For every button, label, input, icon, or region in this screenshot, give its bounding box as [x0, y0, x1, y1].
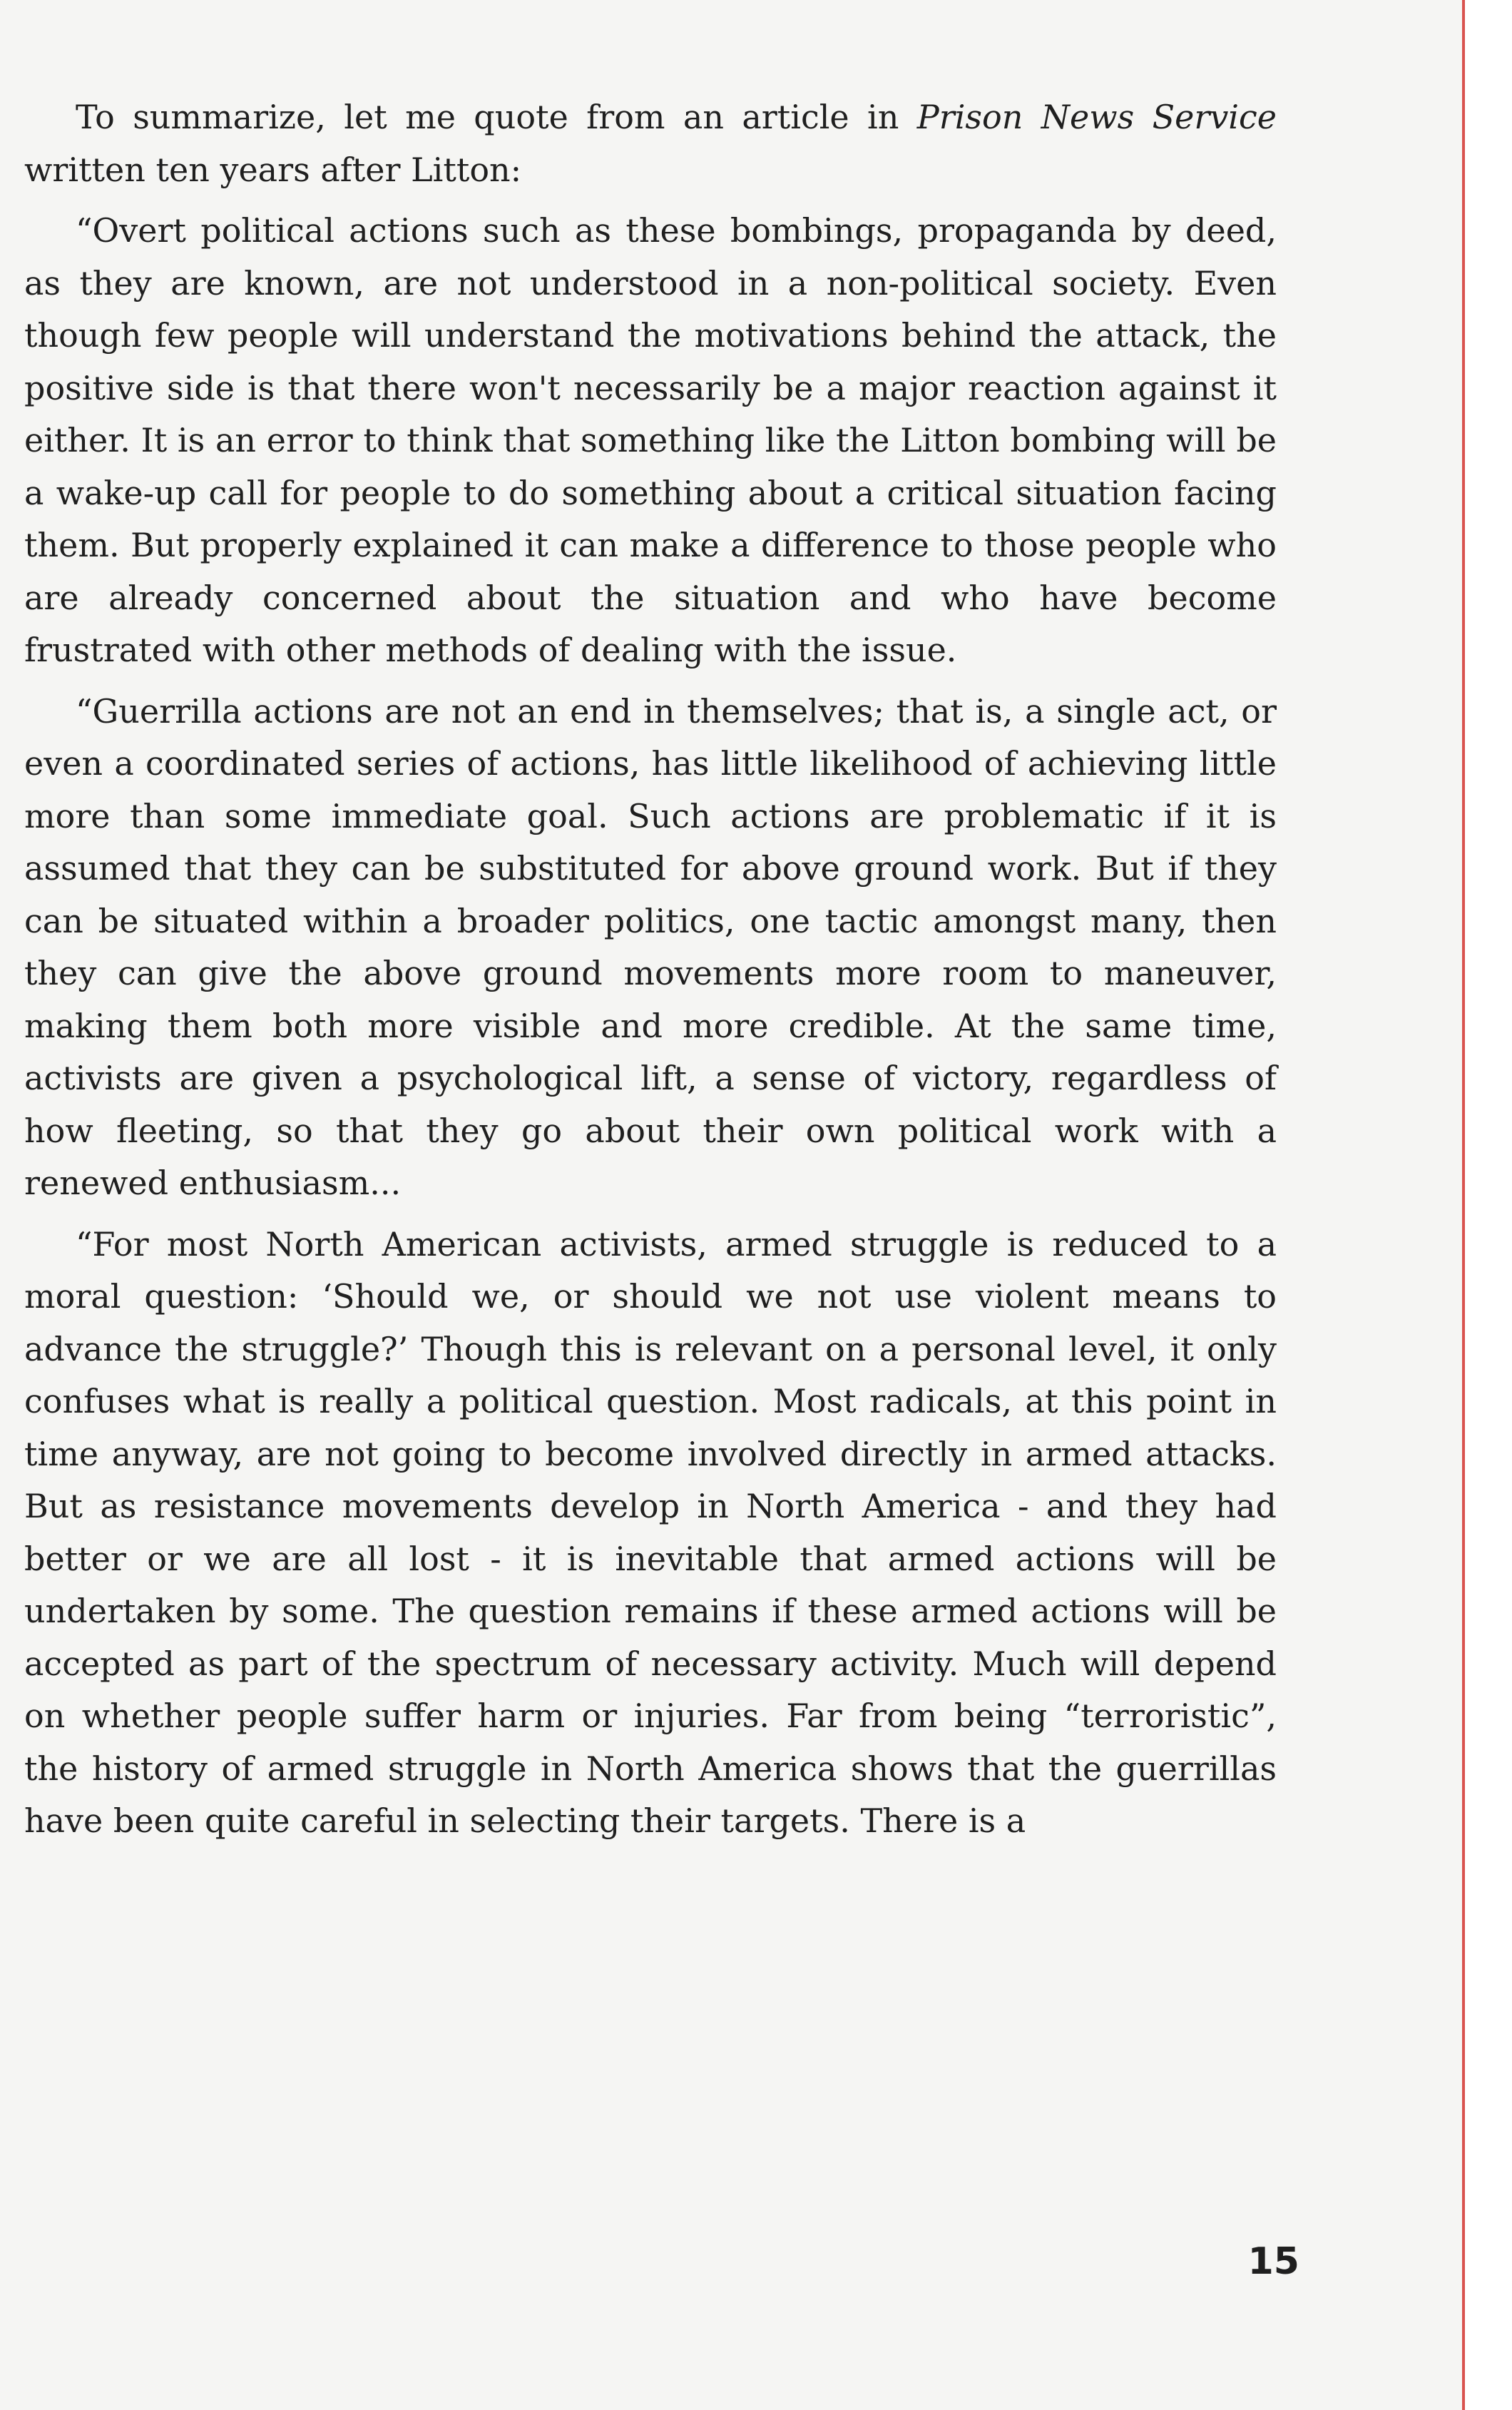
paragraph	[24, 1219, 1277, 1848]
body-text	[24, 91, 1277, 1856]
paragraph	[24, 91, 1277, 196]
paragraph	[24, 205, 1277, 677]
paragraph-text: To summarize, let me quote from an article in	[76, 98, 917, 136]
paragraph-text: “Overt political actions such as these bombings, propaganda by deed, as they are known, are not understood in a non-political society. Even though few people will understand the motivations behind the attack, the positive side is that there won't necessarily be a major reaction against it either. It is an error to think that something like the Litton bombing will be a wake-up call for people to do something about a critical situation facing them. But properly explained it can make a difference to those people who are already concerned about the situation and who have become frustrated with other methods of dealing with the issue.	[24, 211, 1277, 669]
page-number: 15	[1247, 2240, 1299, 2283]
paragraph-text-continued: written ten years after Litton:	[24, 150, 522, 189]
paragraph	[24, 686, 1277, 1210]
paragraph-text: “Guerrilla actions are not an end in themselves; that is, a single act, or even a coordinated series of actions, has little likelihood of achieving little more than some immediate goal. Such actions are problematic if it is assumed that they can be substituted for above ground work. But if they can be situated within a broader politics, one tactic amongst many, then they can give the above ground movements more room to maneuver, making them both more visible and more credible. At the same time, activists are given a psychological lift, a sense of victory, regardless of how fleeting, so that they go about their own political work with a renewed enthusiasm...	[24, 691, 1277, 1202]
paragraph-text: “For most North American activists, armed struggle is reduced to a moral question: ‘Should we, or should we not use violent means to advance the struggle?’ Though this is relevant on a personal level, it only confuses what is really a political question. Most radicals, at this point in time anyway, are not going to become involved directly in armed attacks. But as resistance movements develop in North America - and they had better or we are all lost - it is inevitable that armed actions will be undertaken by some. The question remains if these armed actions will be accepted as part of the spectrum of necessary activity. Much will depend on whether people suffer harm or injuries. Far from being “terroristic”, the history of armed struggle in North America shows that the guerrillas have been quite careful in selecting their targets. There is a	[24, 1224, 1277, 1840]
publication-title: Prison News Service	[916, 98, 1277, 136]
page-edge	[1462, 0, 1512, 2410]
